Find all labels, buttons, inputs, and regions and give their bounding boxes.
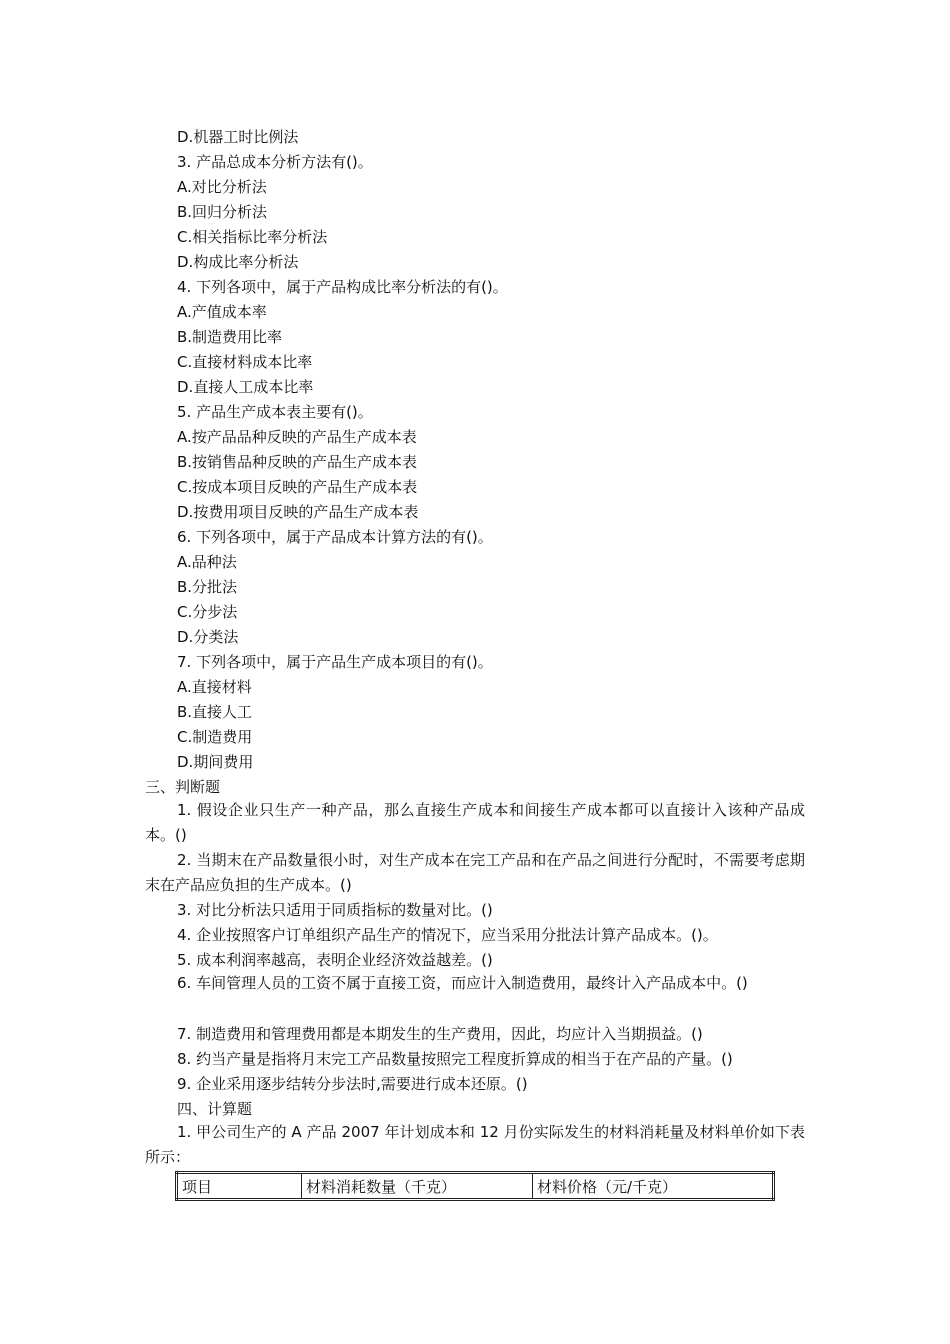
section-heading-calculation: 四、计算题 [177,1100,253,1118]
option-d: D.按费用项目反映的产品生产成本表 [177,503,419,521]
judgment-question-1: 1. 假设企业只生产一种产品，那么直接生产成本和间接生产成本都可以直接计入该种产品成本。() [145,801,805,844]
option-d: D.期间费用 [177,753,254,771]
question-6: 6. 下列各项中，属于产品成本计算方法的有()。 [177,528,493,546]
judgment-question-8: 8. 约当产量是指将月末完工产品数量按照完工程度折算成的相当于在产品的产量。() [177,1050,733,1068]
judgment-question-7: 7. 制造费用和管理费用都是本期发生的生产费用，因此，均应计入当期损益。() [177,1025,703,1043]
option-a: A.按产品品种反映的产品生产成本表 [177,428,417,446]
question-5: 5. 产品生产成本表主要有()。 [177,403,373,421]
calculation-question-1: 1. 甲公司生产的 A 产品 2007 年计划成本和 12 月份实际发生的材料消耗量及材料单价如下表所示： [145,1123,805,1166]
option-a: A.产值成本率 [177,303,267,321]
question-4: 4. 下列各项中，属于产品构成比率分析法的有()。 [177,278,508,296]
option-a: A.直接材料 [177,678,252,696]
question-3: 3. 产品总成本分析方法有()。 [177,153,373,171]
table-header-price: 材料价格（元/千克） [533,1173,774,1200]
judgment-question-9: 9. 企业采用逐步结转分步法时,需要进行成本还原。() [177,1075,528,1093]
question-7: 7. 下列各项中，属于产品生产成本项目的有()。 [177,653,493,671]
table-header-row [177,1173,774,1200]
material-cost-table [175,1171,775,1201]
option-c: C.直接材料成本比率 [177,353,313,371]
table-header-item: 项目 [177,1173,302,1200]
option-a: A.品种法 [177,553,237,571]
judgment-question-2: 2. 当期末在产品数量很小时，对生产成本在完工产品和在产品之间进行分配时，不需要考虑期末在产品应负担的生产成本。() [145,851,805,894]
option-b: B.分批法 [177,578,238,596]
judgment-question-6: 6. 车间管理人员的工资不属于直接工资，而应计入制造费用，最终计入产品成本中。() [177,974,748,992]
option-c: C.分步法 [177,603,238,621]
section-heading-judgment: 三、判断题 [145,778,221,796]
table-header-quantity: 材料消耗数量（千克） [302,1173,533,1200]
option-b: B.制造费用比率 [177,328,283,346]
option-b: B.直接人工 [177,703,253,721]
option-b: B.回归分析法 [177,203,268,221]
option-d-machine-hours: D.机器工时比例法 [177,128,299,146]
judgment-question-5: 5. 成本利润率越高，表明企业经济效益越差。() [177,951,493,969]
option-d: D.构成比率分析法 [177,253,299,271]
option-d: D.分类法 [177,628,239,646]
option-c: C.相关指标比率分析法 [177,228,328,246]
option-d: D.直接人工成本比率 [177,378,314,396]
judgment-question-3: 3. 对比分析法只适用于同质指标的数量对比。() [177,901,493,919]
option-a: A.对比分析法 [177,178,267,196]
option-b: B.按销售品种反映的产品生产成本表 [177,453,418,471]
option-c: C.按成本项目反映的产品生产成本表 [177,478,418,496]
judgment-question-4: 4. 企业按照客户订单组织产品生产的情况下，应当采用分批法计算产品成本。()。 [177,926,718,944]
option-c: C.制造费用 [177,728,253,746]
